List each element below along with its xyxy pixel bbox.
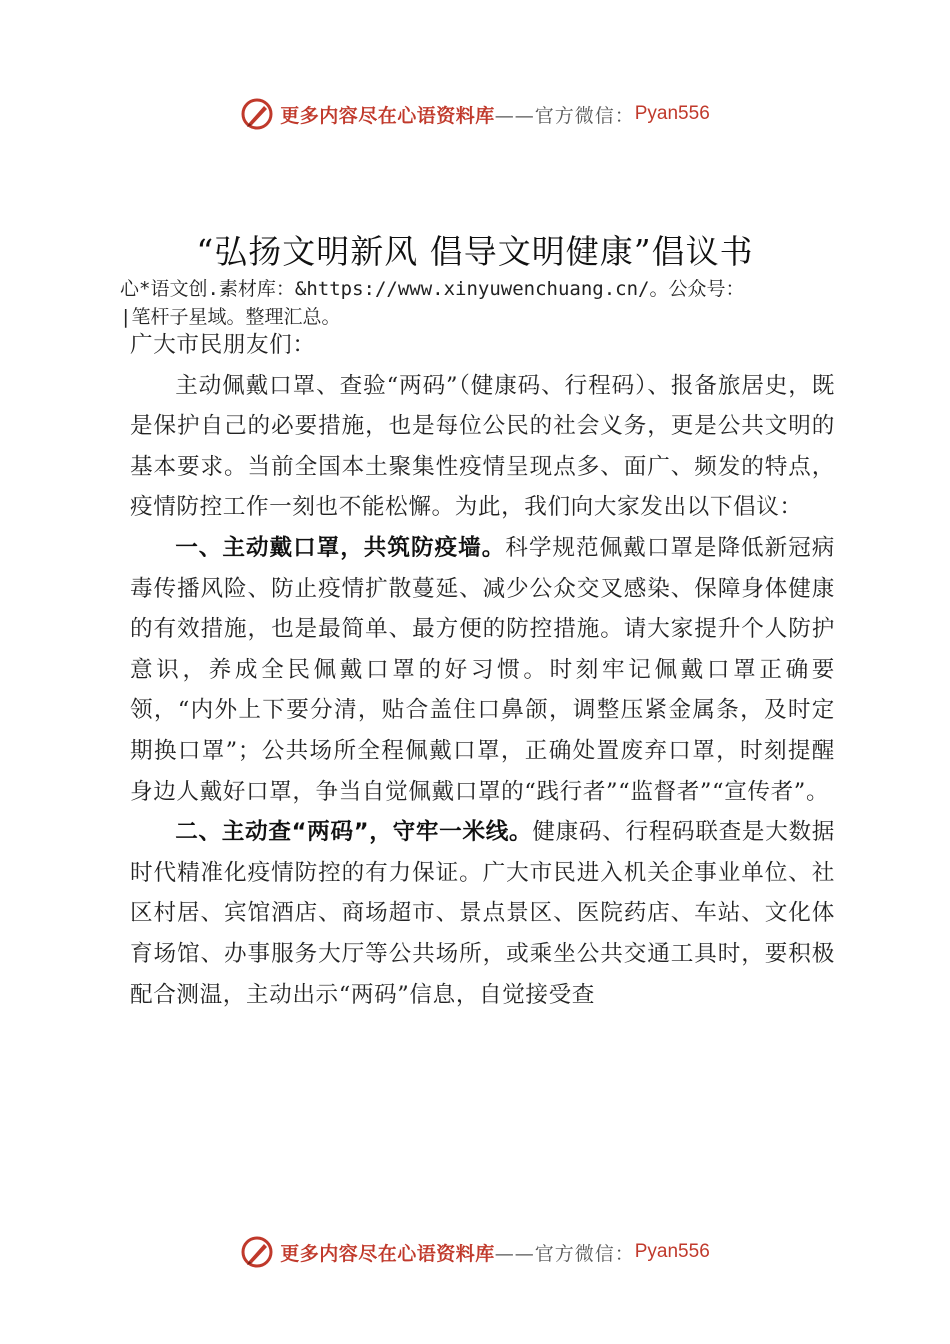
- section-body-1: 科学规范佩戴口罩是降低新冠病毒传播风险、防止疫情扩散蔓延、减少公众交叉感染、保障身体健康的有效措施，也是最简单、最方便的防控措施。请大家提升个人防护意识，养成全民佩戴口罩的好习惯。时刻牢记佩戴口罩正确要领，“内外上下要分清，贴合盖住口鼻颌，调整压紧金属条，及时定期换口罩”；公共场所全程佩戴口罩，正确处置废弃口罩，时刻提醒身边人戴好口罩，争当自觉佩戴口罩的“践行者”“监督者”“宣传者”。: [130, 534, 835, 805]
- watermark-brand: 更多内容尽在心语资料库: [280, 1242, 495, 1265]
- source-line-1: 心*语文创.素材库：&https://www.xinyuwenchuang.cn/。公众号：: [120, 278, 745, 300]
- intro-paragraph: 主动佩戴口罩、查验“两码”（健康码、行程码）、报备旅居史，既是保护自己的必要措施，也是每位公民的社会义务，更是公共文明的基本要求。当前全国本土聚集性疫情呈现点多、面广、频发的特点，疫情防控工作一刻也不能松懈。为此，我们向大家发出以下倡议：: [130, 372, 835, 521]
- section-body-2: 健康码、行程码联查是大数据时代精准化疫情防控的有力保证。广大市民进入机关企事业单位、社区村居、宾馆酒店、商场超市、景点景区、医院药店、车站、文化体育场馆、办事服务大厅等公共场所，或乘坐公共交通工具时，要积极配合测温，主动出示“两码”信息，自觉接受查: [130, 819, 835, 1008]
- section-heading-2: 二、主动查“两码”，守牢一米线。: [175, 819, 533, 846]
- document-title: “弘扬文明新风 倡导文明健康”倡议书: [196, 232, 754, 271]
- watermark-banner-bottom: [0, 1232, 950, 1272]
- document-body: [130, 325, 835, 1015]
- pen-logo-icon: [240, 1235, 274, 1269]
- source-note: [120, 275, 880, 331]
- watermark-separator: ——官方微信：: [494, 104, 635, 127]
- section-heading-1: 一、主动戴口罩，共筑防疫墙。: [175, 534, 506, 561]
- section-paragraph-2: [130, 812, 835, 1015]
- section-paragraph-1: [130, 528, 835, 812]
- watermark-brand: 更多内容尽在心语资料库: [280, 104, 495, 127]
- source-line-2: |笔杆子星域。整理汇总。: [120, 306, 341, 328]
- greeting: 广大市民朋友们：: [130, 332, 316, 358]
- watermark-banner-top: [0, 94, 950, 134]
- watermark-separator: ——官方微信：: [494, 1242, 635, 1265]
- watermark-wechat-id: Pyan556: [634, 103, 710, 124]
- pen-logo-icon: [240, 97, 274, 131]
- watermark-wechat-id: Pyan556: [634, 1241, 710, 1262]
